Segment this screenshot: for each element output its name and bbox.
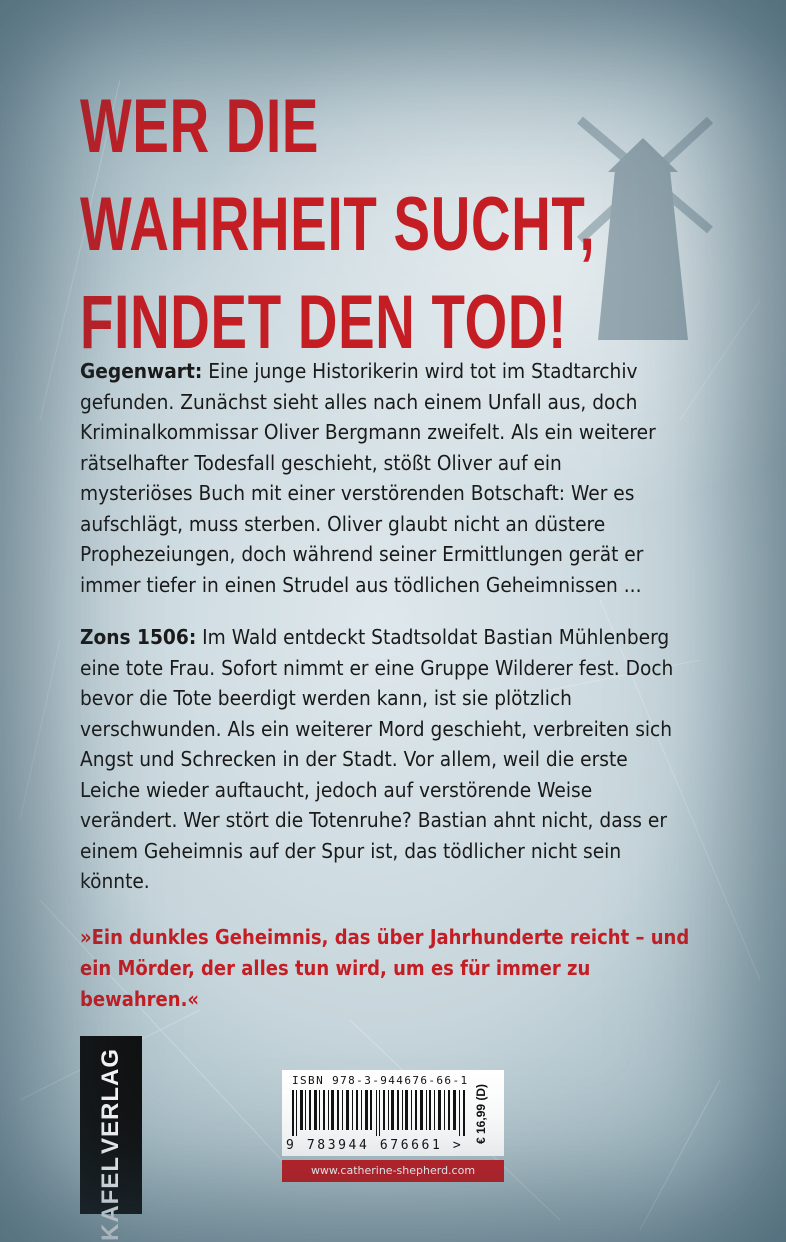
headline-line-1: WER DIE [80,84,320,169]
headline-line-2: WAHRHEIT SUCHT, [80,182,596,267]
headline [80,78,596,372]
blurb-past [80,622,675,897]
blurb-present-text: Eine junge Historikerin wird tot im Stadtarchiv gefunden. Zunächst sieht alles nach einem Unfall aus, doch Kriminalkommissar Oliver Bergmann zweifelt. Als ein weiterer rätselhafter Todesfall geschieht, stößt Oliver auf ein mysteriöses Buch mit einer verstörenden Botschaft: Wer es aufschlägt, muss sterben. Oliver glaubt nicht an düstere Prophezeiungen, doch während seiner Ermittlungen gerät er immer tiefer in einen Strudel aus tödlichen Geheimnissen ... [80,359,656,597]
publisher-name [98,1048,124,1241]
tagline-quote: »Ein dunkles Geheimnis, das über Jahrhunderte reicht – und ein Mörder, der alles tun wird, um es für immer zu bewahren.« [80,925,690,1011]
barcode [292,1090,468,1136]
blurb-past-text: Im Wald entdeckt Stadtsoldat Bastian Mühlenberg eine tote Frau. Sofort nimmt er eine Gruppe Wilderer fest. Doch bevor die Tote beerdigt werden kann, ist sie plötzlich verschwunden. Als ein weiterer Mord geschieht, verbreiten sich Angst und Schrecken in der Stadt. Vor allem, weil die erste Leiche wieder auftaucht, jedoch auf verstörende Weise verändert. Wer stört die Totenruhe? Bastian ahnt nicht, dass er einem Geheimnis auf der Spur ist, das tödlicher nicht sein könnte. [80,625,674,893]
website-url: www.catherine-shepherd.com [282,1160,504,1182]
isbn-label: ISBN 978-3-944676-66-1 [292,1074,469,1087]
barcode-box [282,1070,504,1156]
headline-line-3: FINDET DEN TOD! [80,280,568,365]
blurb-present-label: Gegenwart: [80,359,203,383]
price: € 16,99 (D) [474,1083,488,1145]
blurb-past-label: Zons 1506: [80,625,197,649]
publisher-line-1: KAFEL [97,1156,124,1242]
publisher-line-2: VERLAG [97,1048,124,1155]
blurb-present [80,356,675,600]
ean-digits: 9 783944 676661 > [286,1138,464,1153]
publisher-logo [80,1036,142,1242]
